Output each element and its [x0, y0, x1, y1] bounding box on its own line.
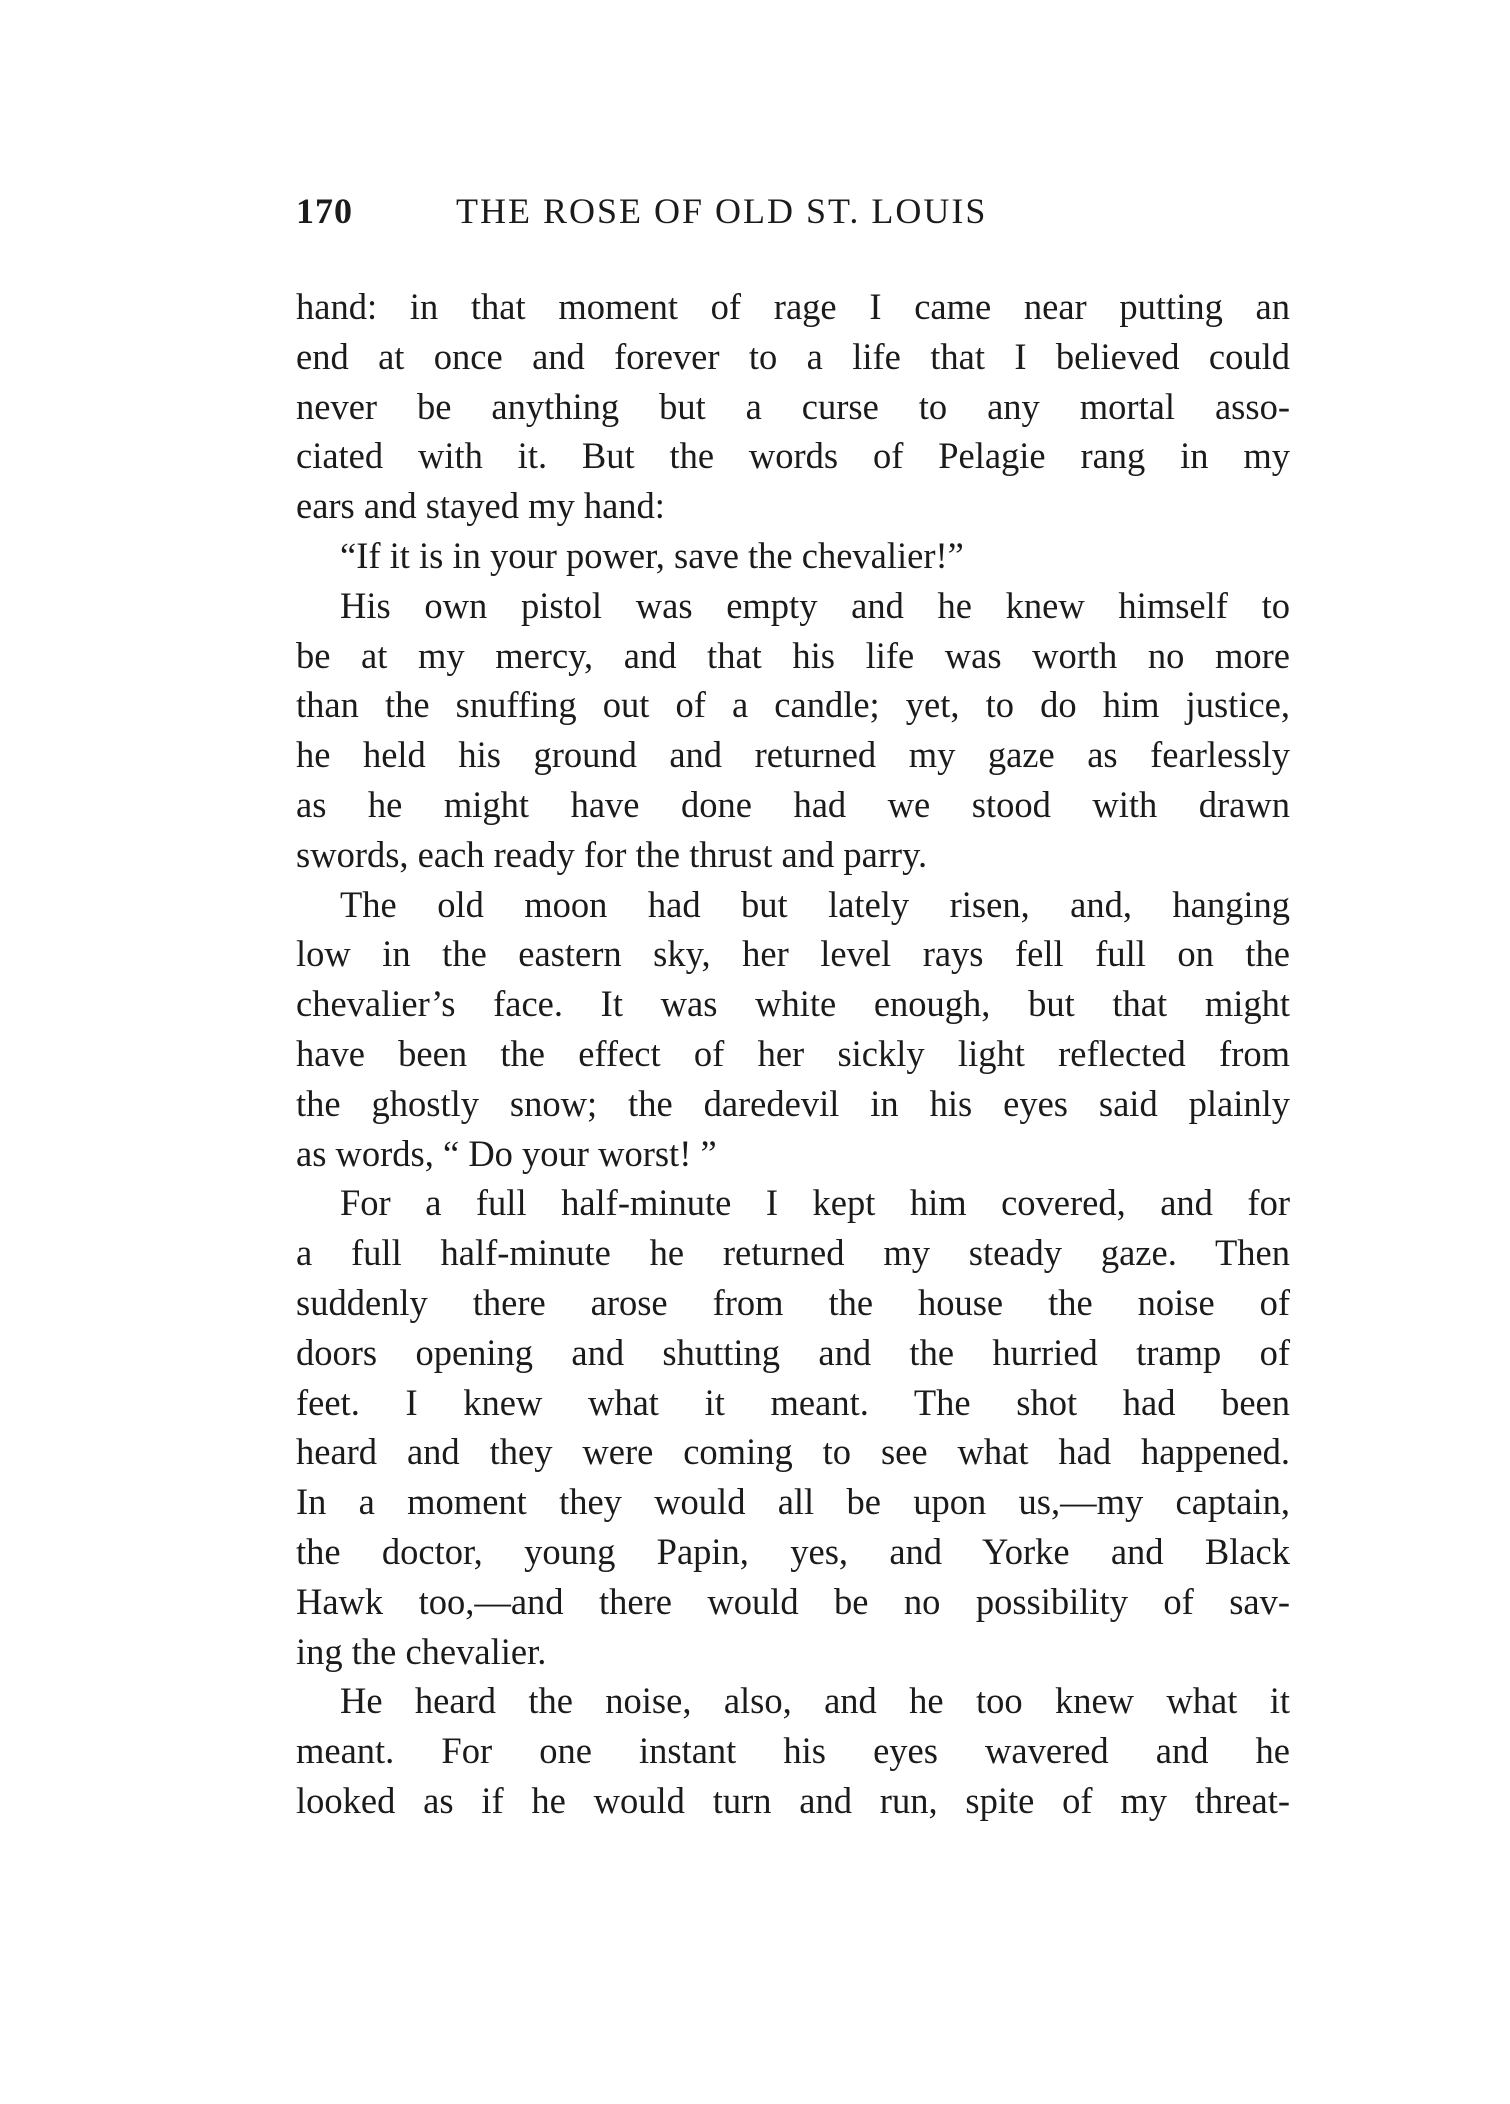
text-line: as words, “ Do your worst! ”: [296, 1132, 717, 1174]
text-line: ciated with it. But the words of Pelagie rang in my: [296, 435, 1290, 477]
text-line: low in the eastern sky, her level rays fell full on the: [296, 933, 1290, 975]
text-line: as he might have done had we stood with drawn: [296, 783, 1290, 825]
text-line: For a full half-minute I kept him covered, and for: [340, 1182, 1290, 1224]
body-text: [296, 282, 1290, 1826]
text-line: the doctor, young Papin, yes, and Yorke and Black: [296, 1530, 1290, 1572]
text-line: swords, each ready for the thrust and parry.: [296, 833, 928, 875]
page-header: [296, 190, 1290, 250]
text-line: In a moment they would all be upon us,—my captain,: [296, 1481, 1290, 1523]
text-line: meant. For one instant his eyes wavered and he: [296, 1730, 1290, 1772]
text-line: feet. I knew what it meant. The shot had been: [296, 1381, 1290, 1423]
text-line: Hawk too,—and there would be no possibility of sav-: [296, 1580, 1290, 1622]
text-line: He heard the noise, also, and he too knew what it: [340, 1680, 1290, 1722]
text-line: ears and stayed my hand:: [296, 485, 665, 527]
text-line: The old moon had but lately risen, and, hanging: [340, 883, 1290, 925]
text-line: the ghostly snow; the daredevil in his eyes said plainly: [296, 1082, 1290, 1124]
text-line: be at my mercy, and that his life was worth no more: [296, 634, 1290, 676]
text-line: a full half-minute he returned my steady gaze. Then: [296, 1232, 1290, 1274]
text-line: end at once and forever to a life that I believed could: [296, 335, 1290, 377]
text-line: have been the effect of her sickly light reflected from: [296, 1032, 1290, 1074]
text-line: hand: in that moment of rage I came near putting an: [296, 286, 1290, 327]
text-line: never be anything but a curse to any mortal asso-: [296, 385, 1290, 427]
text-line: looked as if he would turn and run, spite of my threat-: [296, 1779, 1290, 1821]
text-line: His own pistol was empty and he knew himself to: [340, 584, 1290, 626]
page-number: 170: [296, 191, 353, 231]
text-line: ing the chevalier.: [296, 1630, 547, 1672]
text-line: than the snuffing out of a candle; yet, to do him justice,: [296, 684, 1290, 726]
text-line: chevalier’s face. It was white enough, but that might: [296, 983, 1290, 1025]
text-line: doors opening and shutting and the hurried tramp of: [296, 1331, 1290, 1373]
text-line: suddenly there arose from the house the noise of: [296, 1281, 1290, 1323]
text-line: heard and they were coming to see what had happened.: [296, 1431, 1290, 1473]
text-line: “If it is in your power, save the chevalier!”: [340, 534, 964, 576]
text-line: he held his ground and returned my gaze as fearlessly: [296, 734, 1290, 776]
running-title: THE ROSE OF OLD ST. LOUIS: [456, 191, 988, 231]
